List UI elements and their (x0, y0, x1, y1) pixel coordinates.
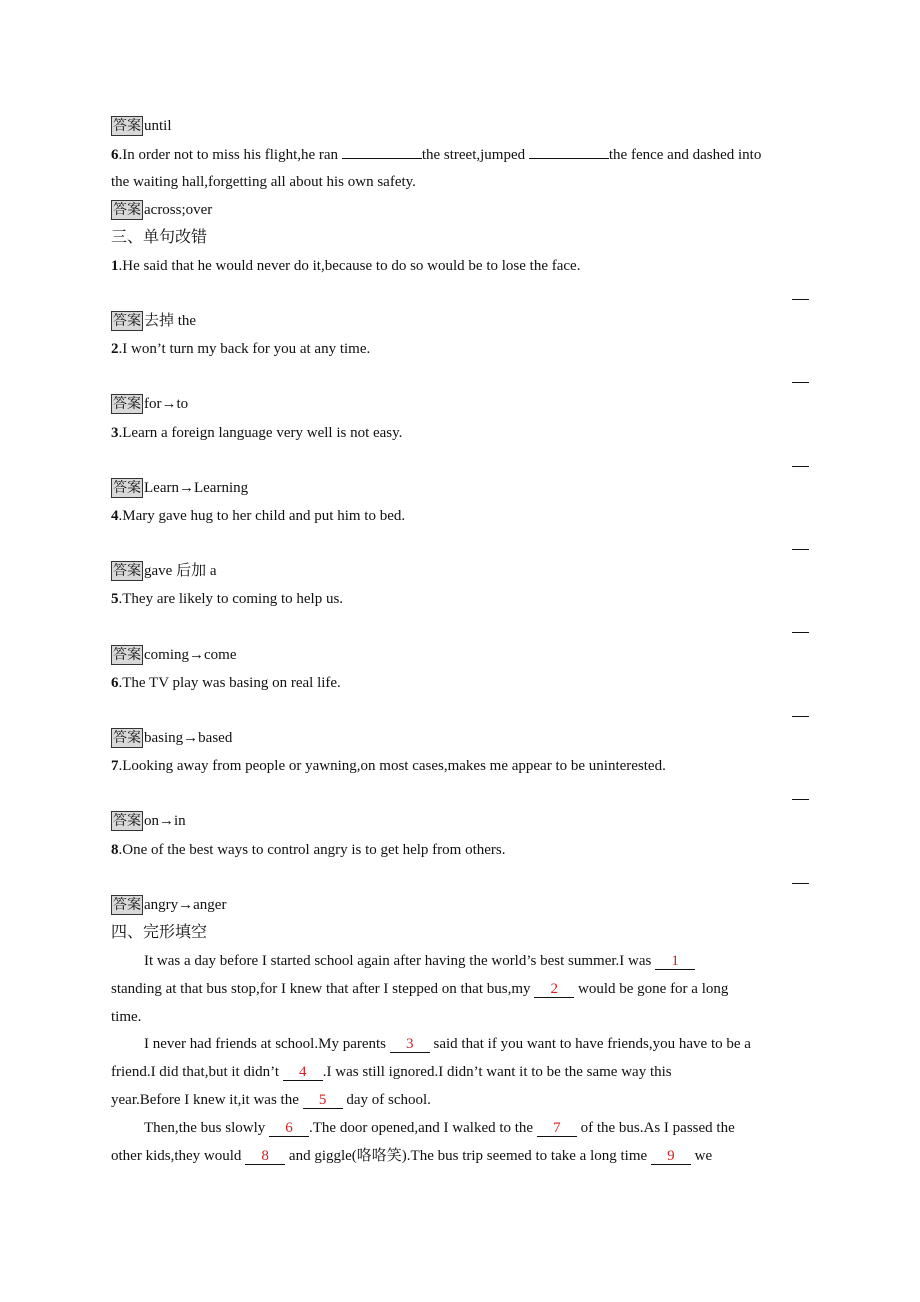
passage-line (111, 1062, 672, 1082)
answer-badge: 答案 (113, 647, 141, 663)
question-row (111, 339, 370, 359)
question-text: .Learn a foreign language very well is not easy. (118, 425, 403, 441)
answer-dash (792, 299, 809, 300)
question-text: .They are likely to coming to help us. (118, 591, 344, 607)
question-row (111, 840, 506, 860)
passage-line (144, 1034, 751, 1054)
passage-text: friend.I did that,but it didn’t (111, 1064, 280, 1080)
cloze-gap: 6 (269, 1120, 309, 1137)
passage-line: time. (111, 1009, 142, 1025)
passage-text: would be gone for a long (578, 981, 729, 997)
passage-text: day of school. (346, 1092, 431, 1108)
answer-badge: 答案 (113, 480, 141, 496)
answer-text: coming→come (144, 647, 237, 663)
passage-text: .I was still ignored.I didn’t want it to be the same way this (322, 1064, 672, 1080)
passage-line (144, 1118, 735, 1138)
passage-text: other kids,they would (111, 1148, 242, 1164)
passage-text: It was a day before I started school again after having the world’s best summer.I was (144, 953, 652, 969)
answer-row (111, 478, 248, 498)
answer-row (111, 561, 216, 581)
answer-text: on→in (144, 813, 186, 829)
answer-text: angry→anger (144, 897, 227, 913)
answer-badge: 答案 (113, 118, 141, 134)
question-text: .Mary gave hug to her child and put him to bed. (118, 508, 406, 524)
question-number: 4 (111, 508, 119, 524)
question-number: 6 (111, 147, 119, 163)
answer-text: gave 后加 a (144, 563, 217, 579)
passage-text: year.Before I knew it,it was the (111, 1092, 299, 1108)
answer-badge: 答案 (113, 897, 141, 913)
answer-row (111, 200, 212, 220)
question-text: the street,jumped (421, 147, 526, 163)
cloze-gap: 1 (655, 953, 695, 970)
answer-badge: 答案 (113, 813, 141, 829)
question-number: 6 (111, 675, 119, 691)
answer-dash (792, 632, 809, 633)
question-text: .He said that he would never do it,because to do so would be to lose the face. (118, 258, 581, 274)
question-row (111, 673, 341, 693)
answer-blank (529, 144, 609, 159)
question-text: .I won’t turn my back for you at any time. (118, 341, 371, 357)
cloze-gap: 2 (534, 981, 574, 998)
answer-row (111, 311, 196, 331)
question-text: .One of the best ways to control angry is to get help from others. (118, 842, 506, 858)
question-number: 3 (111, 425, 119, 441)
question-row (111, 256, 580, 276)
cloze-gap: 5 (303, 1092, 343, 1109)
passage-line (111, 1090, 431, 1110)
section-heading: 三、单句改错 (111, 227, 208, 246)
answer-dash (792, 883, 809, 884)
question-row (111, 144, 761, 165)
question-number: 5 (111, 591, 119, 607)
answer-dash (792, 549, 809, 550)
answer-text: 去掉 the (144, 313, 197, 329)
answer-row (111, 116, 172, 136)
passage-text: and giggle(咯咯笑).The bus trip seemed to take a long time (288, 1148, 648, 1164)
passage-text: Then,the bus slowly (144, 1120, 266, 1136)
answer-badge: 答案 (113, 730, 141, 746)
question-text: .Looking away from people or yawning,on most cases,makes me appear to be uninterested. (118, 758, 666, 774)
answer-row (111, 895, 226, 915)
section-heading: 四、完形填空 (111, 922, 208, 941)
passage-line (144, 951, 695, 971)
question-number: 2 (111, 341, 119, 357)
cloze-gap: 7 (537, 1120, 577, 1137)
answer-badge: 答案 (113, 563, 141, 579)
answer-dash (792, 716, 809, 717)
answer-row (111, 645, 236, 665)
question-row (111, 589, 343, 609)
answer-text: for→to (144, 396, 189, 412)
question-text: the fence and dashed into (608, 147, 762, 163)
answer-text: Learn→Learning (144, 480, 249, 496)
passage-text: .The door opened,and I walked to the (309, 1120, 534, 1136)
answer-dash (792, 799, 809, 800)
answer-text: until (144, 118, 172, 134)
answer-row (111, 728, 232, 748)
question-text: .The TV play was basing on real life. (118, 675, 341, 691)
answer-badge: 答案 (113, 313, 141, 329)
passage-text: standing at that bus stop,for I knew that after I stepped on that bus,my (111, 981, 531, 997)
passage-line (111, 1146, 712, 1166)
cloze-gap: 4 (283, 1064, 323, 1081)
cloze-gap: 9 (651, 1148, 691, 1165)
passage-line (111, 979, 728, 999)
cloze-gap: 3 (390, 1036, 430, 1053)
question-row (111, 506, 405, 526)
question-number: 8 (111, 842, 119, 858)
passage-text: I never had friends at school.My parents (144, 1036, 387, 1052)
answer-text: across;over (144, 202, 213, 218)
answer-dash (792, 466, 809, 467)
question-row (111, 423, 402, 443)
question-number: 1 (111, 258, 119, 274)
answer-dash (792, 382, 809, 383)
cloze-gap: 8 (245, 1148, 285, 1165)
answer-badge: 答案 (113, 202, 141, 218)
question-row-continued: the waiting hall,forgetting all about his own safety. (111, 174, 416, 190)
answer-row (111, 811, 186, 831)
question-number: 7 (111, 758, 119, 774)
answer-row (111, 394, 188, 414)
passage-text: we (694, 1148, 713, 1164)
question-row (111, 756, 666, 776)
question-text: .In order not to miss his flight,he ran (118, 147, 339, 163)
answer-text: basing→based (144, 730, 233, 746)
passage-text: of the bus.As I passed the (580, 1120, 735, 1136)
answer-badge: 答案 (113, 396, 141, 412)
passage-text: said that if you want to have friends,you have to be a (433, 1036, 751, 1052)
answer-blank (342, 144, 422, 159)
